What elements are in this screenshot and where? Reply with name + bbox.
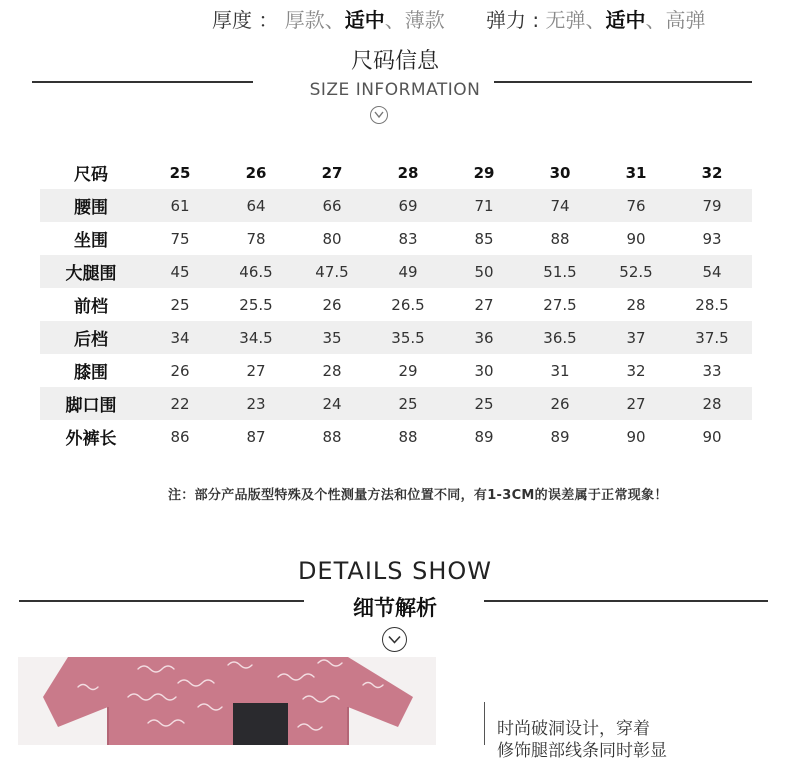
table-cell: 28 (702, 394, 722, 413)
table-row (40, 222, 752, 255)
table-cell: 25 (474, 394, 494, 413)
size-header-cell: 29 (473, 163, 495, 182)
size-header-cell: 31 (625, 163, 647, 182)
thickness-label: 厚度 (212, 8, 252, 32)
size-header-cell: 25 (169, 163, 191, 182)
size-header-cell: 32 (701, 163, 723, 182)
elasticity-attribute: 弹力 : 无弹、适中、高弹 (486, 8, 706, 32)
table-cell: 25.5 (239, 295, 273, 314)
table-cell: 47.5 (315, 262, 349, 281)
elasticity-option-high: 高弹 (665, 8, 706, 32)
table-row (40, 321, 752, 354)
table-cell: 35.5 (391, 328, 425, 347)
table-cell: 25 (170, 295, 190, 314)
table-cell: 29 (398, 361, 418, 380)
chevron-down-circle-icon (370, 106, 388, 124)
table-cell: 89 (550, 427, 570, 446)
table-cell: 85 (474, 229, 494, 248)
table-cell: 23 (246, 394, 266, 413)
table-cell: 74 (550, 196, 570, 215)
table-cell: 93 (702, 229, 722, 248)
thickness-attribute: 厚度 ： 厚款、适中、薄款 (212, 8, 445, 32)
table-cell: 25 (398, 394, 418, 413)
elasticity-label: 弹力 (486, 8, 526, 32)
table-cell: 37 (626, 328, 646, 347)
table-cell: 26 (170, 361, 190, 380)
table-cell: 66 (322, 196, 342, 215)
caption-divider (484, 702, 485, 745)
table-cell: 80 (322, 229, 342, 248)
size-section-title: 尺码信息 (350, 49, 439, 74)
product-photo (18, 657, 436, 745)
table-cell: 69 (398, 196, 418, 215)
elasticity-option-none: 无弹 (545, 8, 586, 32)
table-cell: 34 (170, 328, 190, 347)
row-label: 大腿围 (65, 264, 117, 284)
table-cell: 64 (246, 196, 266, 215)
product-photo-graphic (18, 657, 436, 745)
table-cell: 89 (474, 427, 494, 446)
table-cell: 22 (170, 394, 190, 413)
caption-line-1: 时尚破洞设计，穿着 (497, 719, 650, 739)
table-cell: 27 (246, 361, 266, 380)
size-header-cell: 27 (321, 163, 343, 182)
table-row (40, 387, 752, 420)
table-cell: 75 (170, 229, 190, 248)
table-cell: 50 (474, 262, 494, 281)
row-label: 后档 (74, 330, 108, 350)
details-section-title: DETAILS SHOW (297, 557, 493, 585)
measurement-note: 注：部分产品版型特殊及个性测量方法和位置不同，有1-3CM的误差属于正常现象！ (168, 488, 668, 503)
table-row (40, 255, 752, 288)
row-label: 前档 (74, 297, 108, 317)
table-cell: 79 (702, 196, 722, 215)
chevron-down-circle-icon (382, 627, 407, 652)
table-row (40, 420, 752, 453)
table-cell: 51.5 (543, 262, 577, 281)
row-label: 外裤长 (65, 429, 117, 449)
thickness-option-thin: 薄款 (404, 8, 445, 32)
table-cell: 27 (474, 295, 494, 314)
table-row (40, 189, 752, 222)
detail-caption (497, 718, 667, 762)
table-cell: 54 (702, 262, 722, 281)
table-cell: 49 (398, 262, 418, 281)
table-cell: 34.5 (239, 328, 273, 347)
table-cell: 87 (246, 427, 266, 446)
table-cell: 35 (322, 328, 342, 347)
table-cell: 71 (474, 196, 494, 215)
table-cell: 45 (170, 262, 190, 281)
table-row (40, 354, 752, 387)
table-cell: 24 (322, 394, 342, 413)
table-cell: 27.5 (543, 295, 577, 314)
table-cell: 78 (246, 229, 266, 248)
table-cell: 90 (626, 229, 646, 248)
table-cell: 90 (626, 427, 646, 446)
thickness-option-medium: 适中 (344, 8, 385, 32)
table-cell: 28 (322, 361, 342, 380)
table-cell: 32 (626, 361, 646, 380)
table-cell: 26 (550, 394, 570, 413)
size-header-label: 尺码 (74, 165, 108, 185)
elasticity-option-medium: 适中 (605, 8, 646, 32)
size-section-subtitle: SIZE INFORMATION (309, 80, 481, 100)
table-cell: 26 (322, 295, 342, 314)
size-header-cell: 30 (549, 163, 571, 182)
table-cell: 90 (702, 427, 722, 446)
table-cell: 36.5 (543, 328, 577, 347)
table-cell: 61 (170, 196, 190, 215)
details-section-subtitle: 细节解析 (353, 596, 437, 620)
table-cell: 37.5 (695, 328, 729, 347)
table-cell: 76 (626, 196, 646, 215)
row-label: 腰围 (74, 198, 108, 218)
table-cell: 27 (626, 394, 646, 413)
table-cell: 46.5 (239, 262, 273, 281)
table-cell: 30 (474, 361, 494, 380)
table-row (40, 288, 752, 321)
table-cell: 88 (550, 229, 570, 248)
thickness-option-thick: 厚款 (284, 8, 325, 32)
table-cell: 36 (474, 328, 494, 347)
caption-line-2: 修饰腿部线条同时彰显 (497, 741, 667, 761)
table-cell: 88 (322, 427, 342, 446)
table-cell: 31 (550, 361, 570, 380)
size-header-cell: 28 (397, 163, 419, 182)
table-cell: 52.5 (619, 262, 653, 281)
table-cell: 86 (170, 427, 190, 446)
size-table-header-row (40, 156, 752, 189)
table-cell: 28 (626, 295, 646, 314)
row-label: 脚口围 (65, 396, 117, 416)
size-header-cell: 26 (245, 163, 267, 182)
table-cell: 33 (702, 361, 722, 380)
row-label: 坐围 (74, 231, 108, 251)
elasticity-colon: : (532, 8, 540, 32)
table-cell: 88 (398, 427, 418, 446)
size-table (40, 156, 752, 453)
row-label: 膝围 (74, 363, 108, 383)
table-cell: 28.5 (695, 295, 729, 314)
thickness-colon: ： (258, 8, 279, 32)
table-cell: 26.5 (391, 295, 425, 314)
table-cell: 83 (398, 229, 418, 248)
